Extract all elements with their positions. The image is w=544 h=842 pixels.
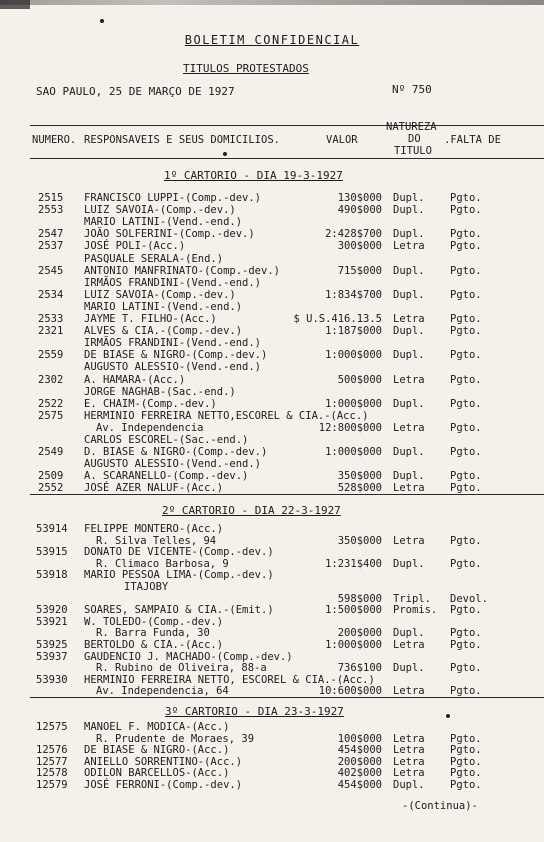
row-falta: Pgto.	[450, 470, 482, 483]
row-value: 1:231$400	[325, 557, 382, 570]
row-value: 598$000	[337, 592, 382, 605]
row-number: 12578	[36, 767, 68, 779]
section-heading-1: 1º CARTORIO - DIA 19-3-1927	[164, 169, 343, 182]
row-value: 490$000	[337, 204, 382, 217]
table-row	[0, 639, 544, 651]
row-value: 1:000$000	[325, 349, 382, 362]
row-number: 53915	[36, 546, 68, 559]
row-responsible: MARIO PESSOA LIMA-(Comp.-dev.)	[84, 569, 274, 582]
row-responsible: ANIELLO SORRENTINO-(Acc.)	[84, 755, 243, 768]
row-responsible: CARLOS ESCOREL-(Sac.-end.)	[84, 434, 249, 446]
table-row	[0, 674, 544, 686]
row-number: 2547	[38, 228, 64, 241]
row-nature: Dupl.	[393, 325, 425, 338]
row-falta: Pgto.	[450, 288, 482, 301]
row-falta: Pgto.	[450, 397, 482, 410]
table-row	[0, 253, 544, 265]
col-responsaveis: RESPONSAVEIS E SEUS DOMICILIOS.	[84, 134, 280, 146]
row-falta: Pgto.	[450, 639, 482, 651]
col-numero: NUMERO.	[32, 134, 77, 146]
table-row	[0, 398, 544, 410]
row-value: 130$000	[337, 192, 382, 204]
row-number: 2302	[38, 373, 64, 386]
row-responsible: HERMINIO FERREIRA NETTO, ESCOREL & CIA.-(Acc.)	[84, 673, 375, 686]
row-nature: Letra	[393, 534, 425, 547]
table-row	[0, 482, 544, 494]
row-responsible: MARIO LATINI-(Vend.-end.)	[84, 300, 243, 313]
table-row	[0, 616, 544, 628]
row-value: 715$000	[337, 264, 382, 277]
row-number: 2552	[38, 482, 64, 495]
table-row	[0, 685, 544, 697]
header-top-rule	[30, 125, 544, 126]
row-falta: Pgto.	[450, 313, 482, 325]
row-value: 454$000	[337, 778, 382, 791]
table-row	[0, 627, 544, 639]
row-responsible: FELIPPE MONTERO-(Acc.)	[84, 523, 224, 535]
row-responsible: ODILON BARCELLOS-(Acc.)	[84, 767, 230, 779]
row-responsible: W. TOLEDO-(Comp.-dev.)	[84, 615, 224, 628]
place-date: SAO PAULO, 25 DE MARÇO DE 1927	[36, 85, 235, 98]
row-nature: Dupl.	[393, 557, 425, 570]
table-row	[0, 410, 544, 422]
row-nature: Letra	[393, 313, 425, 325]
table-row	[0, 558, 544, 570]
col-valor: VALOR	[326, 134, 358, 146]
row-responsible: ITAJOBY	[124, 581, 169, 593]
row-nature: Dupl.	[393, 228, 425, 241]
table-row	[0, 756, 544, 768]
row-number: 2553	[38, 204, 64, 217]
table-row	[0, 779, 544, 791]
col-natureza-1: NATUREZA	[386, 121, 437, 133]
row-responsible: GAUDENCIO J. MACHADO-(Comp.-dev.)	[84, 650, 293, 663]
row-responsible: HERMINIO FERREIRA NETTO,ESCOREL & CIA.-(Acc.)	[84, 409, 369, 422]
table-row	[0, 523, 544, 535]
row-responsible: JOSÉ AZER NALUF-(Acc.)	[84, 482, 224, 495]
row-responsible: DE BIASE & NIGRO-(Comp.-dev.)	[84, 349, 268, 362]
row-value: 10:600$000	[318, 685, 382, 698]
row-number: 53921	[36, 615, 68, 628]
row-responsible: DONATO DE VICENTE-(Comp.-dev.)	[84, 546, 274, 559]
row-nature: Dupl.	[393, 397, 425, 410]
row-number: 2515	[38, 192, 64, 204]
scan-smudge	[0, 0, 544, 5]
row-responsible: A. SCARANELLO-(Comp.-dev.)	[84, 470, 249, 483]
row-responsible: JOSÉ POLI-(Acc.)	[84, 240, 186, 253]
table-row	[0, 604, 544, 616]
table-row	[0, 204, 544, 216]
row-number: 53930	[36, 673, 68, 686]
row-responsible: JAYME T. FILHO-(Acc.)	[84, 313, 217, 325]
row-responsible: JOSÉ FERRONI-(Comp.-dev.)	[84, 778, 243, 791]
row-number: 53920	[36, 604, 68, 617]
section-heading-3: 3º CARTORIO - DIA 23-3-1927	[165, 705, 344, 718]
row-responsible: E. CHAIM-(Comp.-dev.)	[84, 397, 217, 410]
row-number: 53937	[36, 650, 68, 663]
row-value: 1:500$000	[325, 604, 382, 617]
row-responsible: DE BIASE & NIGRO-(Acc.)	[84, 744, 230, 756]
row-falta: Pgto.	[450, 240, 482, 253]
row-responsible: JOÃO SOLFERINI-(Comp.-dev.)	[84, 228, 255, 241]
row-responsible: FRANCISCO LUPPI-(Comp.-dev.)	[84, 192, 262, 204]
row-falta: Pgto.	[450, 421, 482, 434]
row-nature: Letra	[393, 240, 425, 253]
table-row	[0, 569, 544, 581]
table-row	[0, 733, 544, 745]
row-number: 2545	[38, 264, 64, 277]
table-row	[0, 744, 544, 756]
row-falta: Pgto.	[450, 685, 482, 698]
row-responsible: MARIO LATINI-(Vend.-end.)	[84, 216, 243, 229]
row-nature: Letra	[393, 767, 425, 779]
row-nature: Dupl.	[393, 204, 425, 217]
row-value: 402$000	[337, 767, 382, 779]
row-nature: Letra	[393, 685, 425, 698]
row-value: 1:834$700	[325, 288, 382, 301]
row-responsible: Av. Independencia	[96, 421, 204, 434]
row-responsible: MANOEL F. MODICA-(Acc.)	[84, 721, 230, 733]
row-nature: Dupl.	[393, 662, 425, 675]
row-value: 12:800$000	[318, 421, 382, 434]
row-responsible: R. Barra Funda, 30	[96, 627, 210, 640]
row-falta: Pgto.	[450, 557, 482, 570]
row-nature: Dupl.	[393, 627, 425, 640]
row-number: 12576	[36, 744, 68, 756]
row-value: 200$000	[337, 755, 382, 768]
row-value: 500$000	[337, 373, 382, 386]
row-responsible: ALVES & CIA.-(Comp.-dev.)	[84, 325, 243, 338]
row-responsible: D. BIASE & NIGRO-(Comp.-dev.)	[84, 446, 268, 459]
table-row	[0, 325, 544, 337]
header-bottom-rule	[30, 158, 544, 159]
row-responsible: AUGUSTO ALESSIO-(Vend.-end.)	[84, 361, 262, 374]
row-value: 350$000	[337, 534, 382, 547]
table-row	[0, 216, 544, 228]
row-falta: Pgto.	[450, 662, 482, 675]
row-value: 1:000$000	[325, 446, 382, 459]
row-falta: Pgto.	[450, 228, 482, 241]
row-falta: Pgto.	[450, 534, 482, 547]
row-nature: Promis.	[393, 604, 438, 617]
table-row	[0, 289, 544, 301]
col-natureza-2: DO	[408, 133, 421, 145]
row-number: 2559	[38, 349, 64, 362]
row-value: 528$000	[337, 482, 382, 495]
table-row	[0, 581, 544, 593]
row-nature: Dupl.	[393, 778, 425, 791]
row-falta: Pgto.	[450, 778, 482, 791]
row-responsible: PASQUALE SERALA-(End.)	[84, 252, 224, 265]
row-value: 350$000	[337, 470, 382, 483]
row-number: 12579	[36, 778, 68, 791]
row-number: 2321	[38, 325, 64, 338]
row-responsible: R. Rubino de Oliveira, 88-a	[96, 662, 267, 675]
row-falta: Pgto.	[450, 744, 482, 756]
table-row	[0, 386, 544, 398]
table-row	[0, 767, 544, 779]
table-row	[0, 546, 544, 558]
table-row	[0, 446, 544, 458]
col-natureza-3: TITULO	[394, 145, 432, 157]
table-row	[0, 422, 544, 434]
row-nature: Dupl.	[393, 264, 425, 277]
col-falta: .FALTA DE	[444, 134, 501, 146]
row-responsible: IRMÃOS FRANDINI-(Vend.-end.)	[84, 276, 262, 289]
row-nature: Letra	[393, 732, 425, 745]
row-falta: Pgto.	[450, 373, 482, 386]
row-value: 736$100	[337, 662, 382, 675]
row-nature: Dupl.	[393, 192, 425, 204]
row-responsible: AUGUSTO ALESSIO-(Vend.-end.)	[84, 458, 262, 471]
row-number: 2522	[38, 397, 64, 410]
row-number: 12577	[36, 755, 68, 768]
row-falta: Pgto.	[450, 325, 482, 338]
table-row	[0, 277, 544, 289]
row-falta: Pgto.	[450, 349, 482, 362]
row-falta: Pgto.	[450, 264, 482, 277]
document-subtitle: TITULOS PROTESTADOS	[183, 62, 309, 75]
row-responsible: LUIZ SAVOIA-(Comp.-dev.)	[84, 288, 236, 301]
row-number: 12575	[36, 721, 68, 733]
row-responsible: ANTONIO MANFRINATO-(Comp.-dev.)	[84, 264, 280, 277]
table-row	[0, 301, 544, 313]
row-number: 2549	[38, 446, 64, 459]
ink-dot	[100, 19, 104, 23]
table-row	[0, 265, 544, 277]
table-row	[0, 228, 544, 240]
table-row	[0, 337, 544, 349]
row-value: $ U.S.416.13.5	[293, 313, 382, 325]
table-row	[0, 349, 544, 361]
table-row	[0, 192, 544, 204]
row-nature: Letra	[393, 373, 425, 386]
row-responsible: R. Silva Telles, 94	[96, 534, 217, 547]
ink-dot	[223, 152, 227, 156]
row-responsible: R. Climaco Barbosa, 9	[96, 557, 229, 570]
row-number: 2533	[38, 313, 64, 325]
row-number: 2534	[38, 288, 64, 301]
row-falta: Pgto.	[450, 767, 482, 779]
section-rule-1	[30, 494, 544, 495]
row-value: 2:428$700	[325, 228, 382, 241]
row-responsible: IRMÃOS FRANDINI-(Vend.-end.)	[84, 337, 262, 350]
row-nature: Letra	[393, 744, 425, 756]
row-responsible: A. HAMARA-(Acc.)	[84, 373, 186, 386]
table-row	[0, 535, 544, 547]
row-nature: Dupl.	[393, 446, 425, 459]
row-number: 2537	[38, 240, 64, 253]
row-falta: Pgto.	[450, 446, 482, 459]
row-responsible: SOARES, SAMPAIO & CIA.-(Emit.)	[84, 604, 274, 617]
row-value: 300$000	[337, 240, 382, 253]
table-row	[0, 361, 544, 373]
row-nature: Letra	[393, 639, 425, 651]
row-responsible: Av. Independencia, 64	[96, 685, 229, 698]
row-nature: Dupl.	[393, 349, 425, 362]
table-row	[0, 470, 544, 482]
row-number: 53925	[36, 639, 68, 651]
row-responsible: R. Prudente de Moraes, 39	[96, 732, 255, 745]
row-value: 1:000$000	[325, 639, 382, 651]
table-row	[0, 240, 544, 252]
row-value: 200$000	[337, 627, 382, 640]
row-falta: Pgto.	[450, 604, 482, 617]
table-row	[0, 662, 544, 674]
row-number: 2575	[38, 409, 64, 422]
row-falta: Pgto.	[450, 732, 482, 745]
row-value: 454$000	[337, 744, 382, 756]
row-falta: Pgto.	[450, 627, 482, 640]
row-nature: Letra	[393, 755, 425, 768]
row-value: 1:000$000	[325, 397, 382, 410]
table-row	[0, 651, 544, 663]
row-nature: Dupl.	[393, 470, 425, 483]
row-responsible: JORGE NAGHAB-(Sac.-end.)	[84, 385, 236, 398]
row-nature: Letra	[393, 421, 425, 434]
row-falta: Pgto.	[450, 192, 482, 204]
row-falta: Devol.	[450, 592, 488, 605]
row-falta: Pgto.	[450, 755, 482, 768]
row-number: 2509	[38, 470, 64, 483]
row-number: 53914	[36, 523, 68, 535]
table-row	[0, 313, 544, 325]
table-row	[0, 458, 544, 470]
row-nature: Tripl.	[393, 592, 431, 605]
table-row	[0, 374, 544, 386]
scan-mark	[0, 0, 30, 9]
row-value: 100$000	[337, 732, 382, 745]
row-responsible: LUIZ SAVOIA-(Comp.-dev.)	[84, 204, 236, 217]
section-rule-2	[30, 697, 544, 698]
row-number: 53918	[36, 569, 68, 582]
table-row	[0, 721, 544, 733]
table-row	[0, 593, 544, 605]
row-falta: Pgto.	[450, 482, 482, 495]
ink-dot	[446, 714, 450, 718]
bulletin-number: Nº 750	[392, 83, 432, 96]
row-nature: Dupl.	[393, 288, 425, 301]
bulletin-title: BOLETIM CONFIDENCIAL	[184, 33, 360, 47]
continua-note: -(Continua)-	[402, 800, 478, 812]
table-row	[0, 434, 544, 446]
row-responsible: BERTOLDO & CIA.-(Acc.)	[84, 639, 224, 651]
row-falta: Pgto.	[450, 204, 482, 217]
row-value: 1:187$000	[325, 325, 382, 338]
row-nature: Letra	[393, 482, 425, 495]
section-heading-2: 2º CARTORIO - DIA 22-3-1927	[162, 504, 341, 517]
